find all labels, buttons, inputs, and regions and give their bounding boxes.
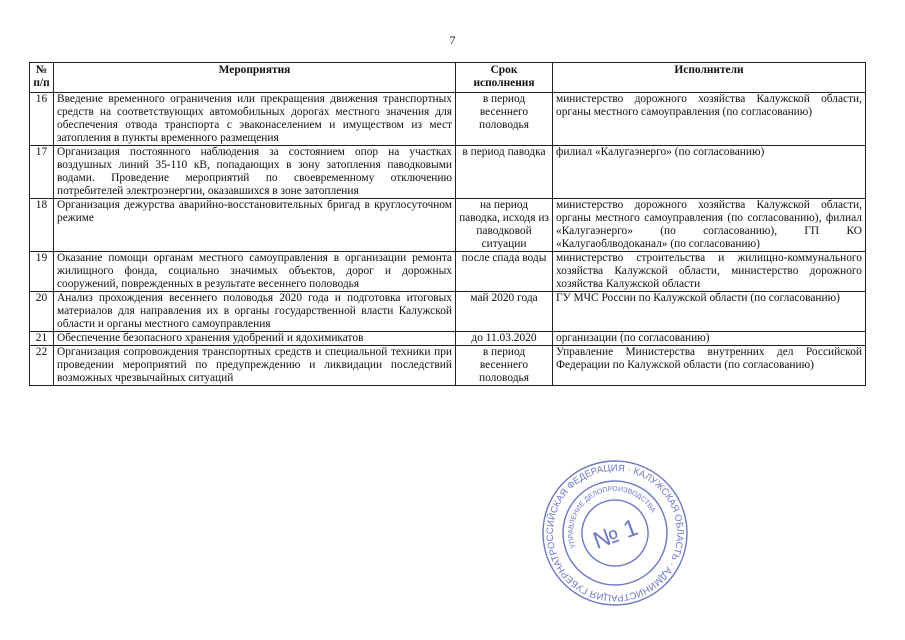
row-term: в период весеннего половодья	[456, 93, 553, 146]
row-executors: Управление Министерства внутренних дел Российской Федерации по Калужской области (по согласованию)	[553, 346, 866, 386]
table-header-row	[30, 63, 866, 93]
row-executors: министерство строительства и жилищно-коммунального хозяйства Калужской области, министерство дорожного хозяйства Калужской области	[553, 252, 866, 292]
row-action: Организация постоянного наблюдения за состоянием опор на участках воздушных линий 35-110 кВ, попадающих в зону затопления паводковыми водами. Проведение мероприятий по своевременному отключению потребителей электроэнергии, оказавшихся в зоне затопления	[54, 146, 456, 199]
seal-outer-text: РОССИЙСКАЯ ФЕДЕРАЦИЯ · КАЛУЖСКАЯ ОБЛАСТЬ · АДМИНИСТРАЦИЯ ГУБЕРНАТОРА	[544, 462, 686, 604]
row-num: 20	[30, 292, 54, 332]
row-term: после спада воды	[456, 252, 553, 292]
table-row	[30, 199, 866, 252]
row-term: май 2020 года	[456, 292, 553, 332]
row-num: 21	[30, 332, 54, 346]
row-num: 19	[30, 252, 54, 292]
row-num: 22	[30, 346, 54, 386]
row-term: до 11.03.2020	[456, 332, 553, 346]
header-num: № п/п	[30, 63, 54, 93]
row-num: 16	[30, 93, 54, 146]
header-action: Мероприятия	[54, 63, 456, 93]
row-num: 17	[30, 146, 54, 199]
measures-table	[29, 62, 866, 386]
row-term: на период паводка, исходя из паводковой ситуации	[456, 199, 553, 252]
row-action: Организация дежурства аварийно-восстановительных бригад в круглосуточном режиме	[54, 199, 456, 252]
header-term: Срок исполнения	[456, 63, 553, 93]
table-row	[30, 292, 866, 332]
seal-inner-text: УПРАВЛЕНИЕ ДЕЛОПРОИЗВОДСТВА	[567, 485, 657, 549]
seal-number: № 1	[589, 513, 642, 555]
row-action: Оказание помощи органам местного самоуправления в организации ремонта жилищного фонда, социально значимых объектов, дорог и дорожных сооружений, поврежденных в результате весеннего половодья	[54, 252, 456, 292]
header-executors: Исполнители	[553, 63, 866, 93]
row-term: в период весеннего половодья	[456, 346, 553, 386]
official-seal	[540, 458, 690, 608]
row-executors: филиал «Калугаэнерго» (по согласованию)	[553, 146, 866, 199]
row-executors: министерство дорожного хозяйства Калужской области, органы местного самоуправления (по согласованию), филиал «Калугаэнерго» (по согласованию), ГП КО «Калугаоблводоканал» (по согласованию)	[553, 199, 866, 252]
row-term: в период паводка	[456, 146, 553, 199]
table-row	[30, 93, 866, 146]
row-num: 18	[30, 199, 54, 252]
row-executors: организации (по согласованию)	[553, 332, 866, 346]
row-action: Введение временного ограничения или прекращения движения транспортных средств на соответствующих автомобильных дорогах местного значения для обеспечения отвода транспорта с эваконаселением и имуществом из мест затопления в пункты временного размещения	[54, 93, 456, 146]
table-row	[30, 146, 866, 199]
row-executors: министерство дорожного хозяйства Калужской области, органы местного самоуправления (по согласованию)	[553, 93, 866, 146]
row-action: Анализ прохождения весеннего половодья 2020 года и подготовка итоговых материалов для направления их в органы государственной власти Калужской области и органы местного самоуправления	[54, 292, 456, 332]
table-row	[30, 346, 866, 386]
row-executors: ГУ МЧС России по Калужской области (по согласованию)	[553, 292, 866, 332]
table-row	[30, 252, 866, 292]
row-action: Организация сопровождения транспортных средств и специальной техники при проведении мероприятий по предупреждению и ликвидации последствий возможных чрезвычайных ситуаций	[54, 346, 456, 386]
row-action: Обеспечение безопасного хранения удобрений и ядохимикатов	[54, 332, 456, 346]
page-number: 7	[449, 33, 456, 47]
table-row	[30, 332, 866, 346]
